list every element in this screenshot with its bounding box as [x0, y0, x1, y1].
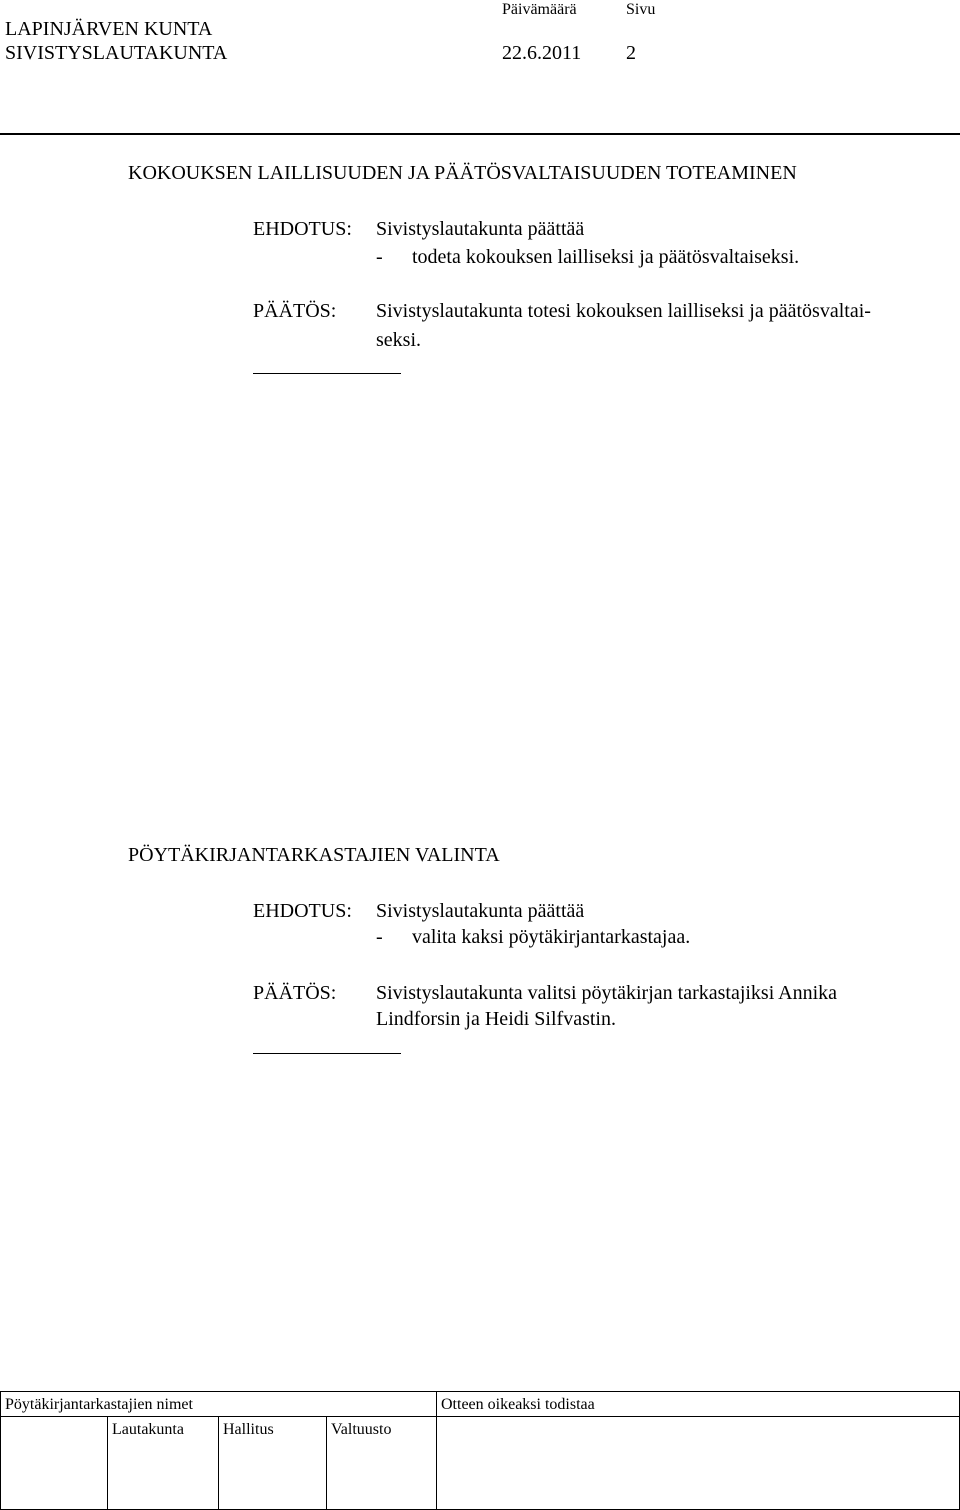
header-divider [0, 133, 960, 135]
decision-text-continued: seksi. [376, 329, 421, 351]
table-header-divider [1, 1416, 959, 1417]
section-title: KOKOUKSEN LAILLISUUDEN JA PÄÄTÖSVALTAISUUDEN TOTEAMINEN [128, 162, 797, 184]
decision-text-continued: Lindforsin ja Heidi Silfvastin. [376, 1008, 616, 1030]
table-column-divider [218, 1416, 219, 1509]
table-column-divider [326, 1416, 327, 1509]
column-lautakunta: Lautakunta [112, 1421, 184, 1438]
column-valtuusto: Valtuusto [331, 1421, 392, 1438]
page-number: 2 [626, 42, 636, 64]
table-column-divider [436, 1392, 437, 1509]
page-label: Sivu [626, 1, 656, 18]
decision-text: Sivistyslautakunta totesi kokouksen lailliseksi ja päätösvaltai- [376, 300, 871, 322]
proposal-bullet: - [376, 246, 383, 268]
inspectors-label: Pöytäkirjantarkastajien nimet [5, 1396, 193, 1413]
proposal-item: todeta kokouksen lailliseksi ja päätösvaltaiseksi. [412, 246, 800, 268]
decision-label: PÄÄTÖS: [253, 300, 337, 322]
organization-name: LAPINJÄRVEN KUNTA [5, 18, 213, 40]
proposal-text: Sivistyslautakunta päättää [376, 900, 585, 922]
section-title: PÖYTÄKIRJANTARKASTAJIEN VALINTA [128, 844, 500, 866]
date-label: Päivämäärä [502, 1, 577, 18]
proposal-text: Sivistyslautakunta päättää [376, 218, 585, 240]
decision-label: PÄÄTÖS: [253, 982, 337, 1004]
table-column-divider [107, 1416, 108, 1509]
section-end-rule [253, 373, 401, 374]
proposal-item: valita kaksi pöytäkirjantarkastajaa. [412, 926, 691, 948]
proposal-label: EHDOTUS: [253, 218, 352, 240]
certify-label: Otteen oikeaksi todistaa [441, 1396, 595, 1413]
section-end-rule [253, 1053, 401, 1054]
proposal-bullet: - [376, 926, 383, 948]
column-hallitus: Hallitus [223, 1421, 274, 1438]
meeting-date: 22.6.2011 [502, 42, 582, 64]
signature-table [0, 1391, 960, 1510]
decision-text: Sivistyslautakunta valitsi pöytäkirjan tarkastajiksi Annika [376, 982, 838, 1004]
proposal-label: EHDOTUS: [253, 900, 352, 922]
board-name: SIVISTYSLAUTAKUNTA [5, 42, 228, 64]
